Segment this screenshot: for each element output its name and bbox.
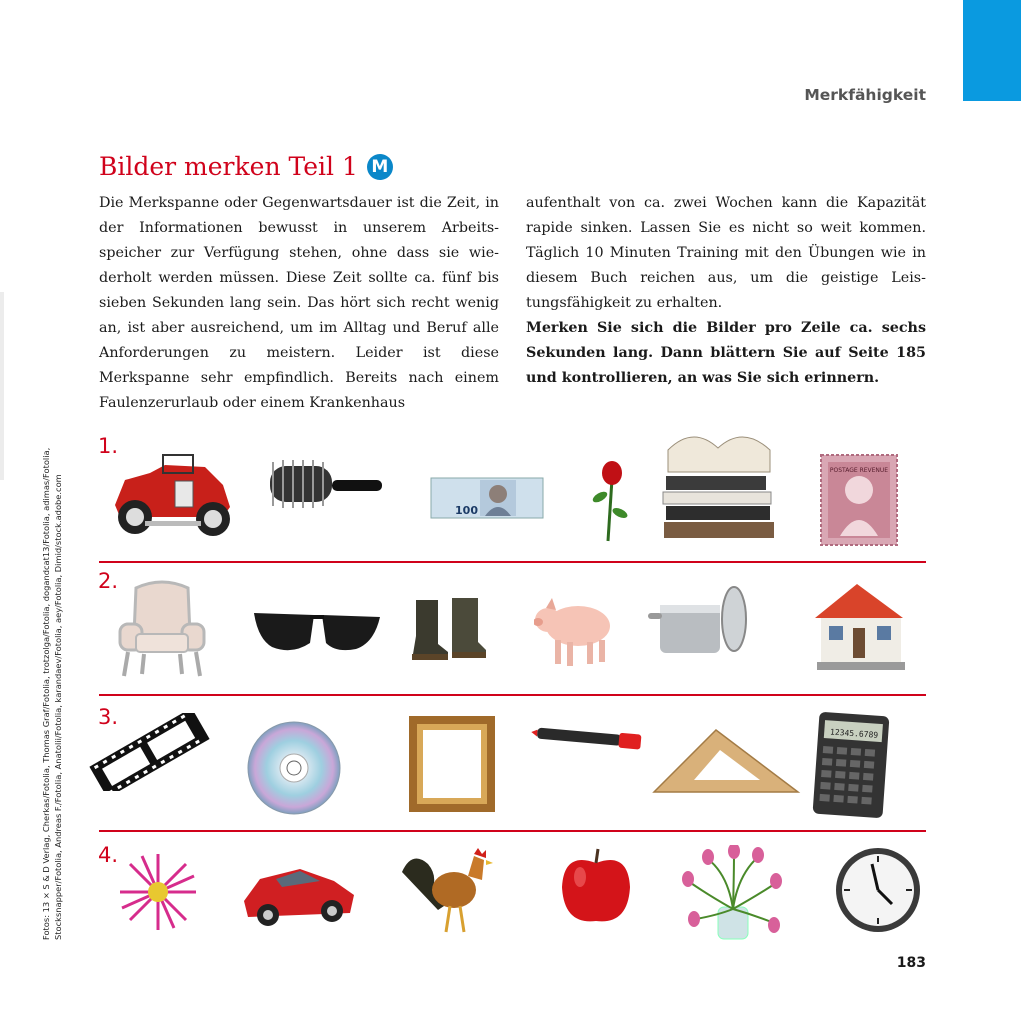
row-number-1: 1. <box>98 434 119 458</box>
postage-stamp-image <box>820 454 898 546</box>
banknote-image <box>430 474 545 522</box>
body-column-right <box>526 191 926 391</box>
chapter-tab-marker <box>963 0 1021 101</box>
apple-image <box>556 847 636 927</box>
pig-image <box>534 590 614 668</box>
rose-image <box>588 461 634 543</box>
row-divider-1 <box>99 561 926 563</box>
level-badge: M <box>367 154 393 180</box>
credits-line-1: Fotos: 13 × S & D Verlag, Cherkas/Fotolia, Thomas Graf/Fotolia, trotzolga/Fotolia, dogandcat13/Fotolia, adimas/Fotolia, <box>41 447 51 940</box>
tulips-image <box>678 845 786 941</box>
armchair-image <box>106 580 218 680</box>
photo-credits <box>40 420 64 940</box>
flower-image <box>116 852 200 932</box>
row-number-2: 2. <box>98 569 119 593</box>
film-strip-image <box>88 713 210 791</box>
marker-pen-image <box>531 722 645 754</box>
instruction-text: Merken Sie sich die Bilder pro Zeile ca. sechs Sekunden lang. Dann blättern Sie auf Seite 185 und kontrollieren, an was Sie sich erinnern. <box>526 320 926 386</box>
svg-text:100: 100 <box>455 504 478 517</box>
credits-line-2: Stocksnapper/Fotolia, Andreas F./Fotolia, Anatolii/Fotolia, karandaev/Fotolia, aey/Fotolia, Dimid/stock.adobe.com <box>53 474 63 940</box>
row-number-4: 4. <box>98 843 119 867</box>
page-number: 183 <box>896 955 926 971</box>
row-divider-3 <box>99 830 926 832</box>
intro-paragraph-part1: Die Merkspanne oder Gegenwartsdauer ist die Zeit, in der Informationen bewusst in unserem Arbeitsspeicher zur Verfügung stehen, ohne dass sie wiederholt werden müssen. Diese Zeit sollte ca. fünf bis sieben Sekunden lang sein. Das hört sich recht wenig an, ist aber ausreichend, um im Alltag und Beruf alle Anforderungen zu meistern. Leider ist diese Merkspanne sehr empfindlich. Bereits nach einem Faulenzerurlaub oder einem Krankenhaus <box>99 195 499 411</box>
red-sports-car-image <box>240 855 358 933</box>
oldtimer-car-image <box>105 445 235 543</box>
row-number-3: 3. <box>98 705 119 729</box>
calculator-image <box>812 710 890 820</box>
rubber-boots-image <box>408 596 488 664</box>
section-label: Merkfähigkeit <box>804 86 926 104</box>
picture-frame-image <box>408 715 496 813</box>
house-image <box>807 578 909 674</box>
rooster-image <box>398 846 494 936</box>
row-divider-2 <box>99 694 926 696</box>
exercise-title <box>99 152 393 181</box>
set-square-image <box>650 726 802 798</box>
title-text: Bilder merken Teil 1 <box>99 152 358 181</box>
intro-paragraph-part2: aufenthalt von ca. zwei Wochen kann die Kapazität rapide sinken. Lassen Sie es nicht so weit kommen. Täglich 10 Minuten Training mit den Übungen wie in diesem Buch reichen aus, um die geistige Leistungsfähigkeit zu erhalten. <box>526 195 926 311</box>
svg-text:12345.6789: 12345.6789 <box>829 727 879 740</box>
body-column-left <box>99 191 499 416</box>
cooking-pot-image <box>646 583 752 659</box>
cd-image <box>246 720 342 816</box>
svg-text:POSTAGE REVENUE: POSTAGE REVENUE <box>829 467 889 474</box>
page-edge-shadow <box>0 292 4 480</box>
hair-brush-image <box>255 452 385 512</box>
books-image <box>658 420 778 542</box>
clock-image <box>834 846 922 934</box>
sunglasses-image <box>252 603 382 659</box>
